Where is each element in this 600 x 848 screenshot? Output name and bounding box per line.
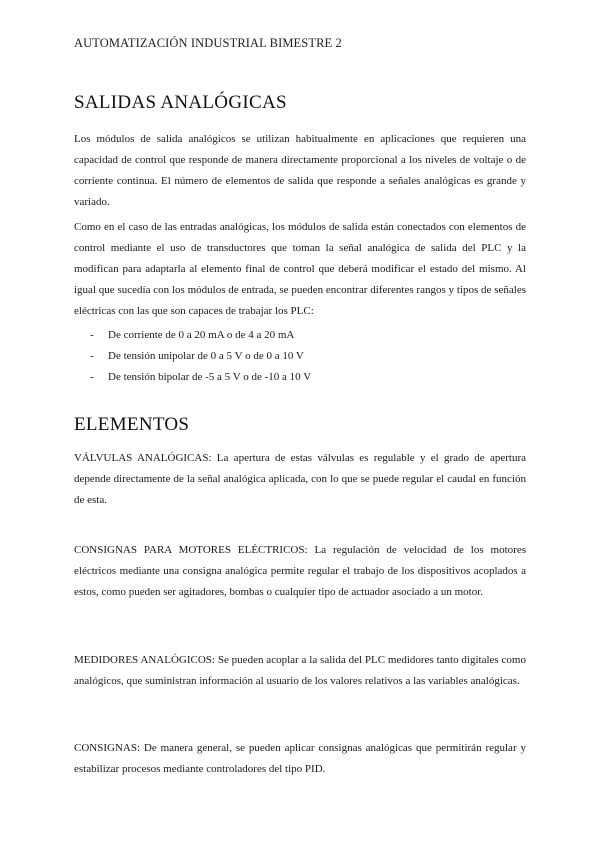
list-item [90, 367, 311, 388]
element-consignas: CONSIGNAS: De manera general, se pueden aplicar consignas analógicas que permitirán regular y estabilizar procesos mediante controladores del tipo PID. [74, 742, 526, 775]
list-item [90, 346, 311, 367]
list-dash: - [90, 371, 94, 383]
list-dash: - [90, 329, 94, 341]
list-item-text: De tensión bipolar de -5 a 5 V o de -10 a 10 V [108, 371, 312, 383]
paragraph-salidas-transductores: Como en el caso de las entradas analógicas, los módulos de salida están conectados con elementos de control mediante el uso de transductores que toman la señal analógica de salida del PLC y la modifican para adaptarla al elemento final de control que deberá modificar el estado del mismo. Al igual que sucedía con los módulos de entrada, se pueden encontrar diferentes rangos y tipos de señales eléctricas con las que son capaces de trabajar los PLC: [74, 221, 526, 317]
list-item [90, 325, 311, 346]
list-item-text: De corriente de 0 a 20 mA o de 4 a 20 mA [108, 329, 295, 341]
signal-range-list [90, 325, 311, 388]
running-header: AUTOMATIZACIÓN INDUSTRIAL BIMESTRE 2 [74, 36, 342, 50]
heading-elementos: ELEMENTOS [74, 414, 190, 435]
list-dash: - [90, 350, 94, 362]
heading-salidas-analogicas: SALIDAS ANALÓGICAS [74, 92, 287, 113]
element-consignas-motores: CONSIGNAS PARA MOTORES ELÉCTRICOS: La regulación de velocidad de los motores eléctricos mediante una consigna analógica permite regular el trabajo de los dispositivos acoplados a estos, como pueden ser agitadores, bombas o cualquier tipo de actuador asociado a un motor. [74, 544, 526, 598]
element-medidores-analogicos: MEDIDORES ANALÓGICOS: Se pueden acoplar a la salida del PLC medidores tanto digitales como analógicos, que suministran información al usuario de los valores relativos a las variables analógicas. [74, 654, 526, 687]
element-valvulas-analogicas: VÁLVULAS ANALÓGICAS: La apertura de estas válvulas es regulable y el grado de apertura depende directamente de la señal analógica aplicada, con lo que se puede regular el caudal en función de esta. [74, 452, 526, 506]
list-item-text: De tensión unipolar de 0 a 5 V o de 0 a 10 V [108, 350, 304, 362]
paragraph-salidas-intro: Los módulos de salida analógicos se utilizan habitualmente en aplicaciones que requieren una capacidad de control que responde de manera directamente proporcional a los niveles de voltaje o de corriente continua. El número de elementos de salida que responde a señales analógicas es grande y variado. [74, 133, 526, 208]
